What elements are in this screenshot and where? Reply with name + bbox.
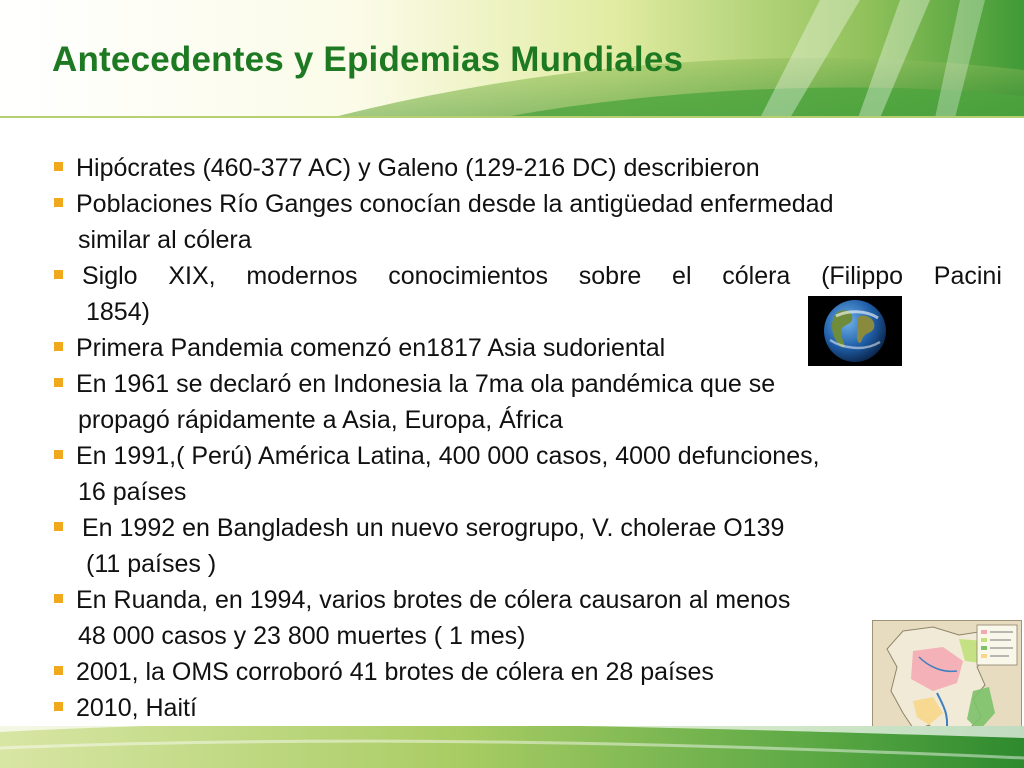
- bullet-text: En 1991,( Perú) América Latina, 400 000 casos, 4000 defunciones,: [76, 442, 820, 470]
- slide-title: Antecedentes y Epidemias Mundiales: [52, 40, 684, 79]
- bullet-text: 2001, la OMS corroboró 41 brotes de cólera en 28 países: [76, 658, 714, 686]
- bullet-text: [82, 258, 1002, 294]
- bullet-text: 2010, Haití: [76, 694, 197, 722]
- bullet-square-icon: [54, 450, 63, 459]
- bullet-square-icon: [54, 342, 63, 351]
- bullet-word: (Filippo: [821, 262, 904, 290]
- bullet-word: Siglo: [82, 262, 138, 290]
- bullet-square-icon: [54, 198, 63, 207]
- bullet-text-continuation: similar al cólera: [78, 226, 252, 254]
- bullet-square-icon: [54, 594, 63, 603]
- bullet-text-continuation: 1854): [86, 298, 150, 326]
- bullet-text: En 1961 se declaró en Indonesia la 7ma ola pandémica que se: [76, 370, 776, 398]
- bullet-item: [52, 654, 1002, 690]
- bullet-item: [52, 510, 1002, 582]
- bullet-text: Hipócrates (460-377 AC) y Galeno (129-216 DC) describieron: [76, 154, 760, 182]
- bullet-text-continuation: propagó rápidamente a Asia, Europa, África: [78, 406, 564, 434]
- bullet-text-continuation: (11 países ): [86, 550, 217, 578]
- bullet-word: el: [672, 262, 692, 290]
- bullet-text: Poblaciones Río Ganges conocían desde la antigüedad enfermedad: [76, 190, 834, 218]
- bullet-square-icon: [54, 666, 63, 675]
- bullet-square-icon: [54, 162, 63, 171]
- bullet-word: cólera: [722, 262, 791, 290]
- footer-decoration: [0, 718, 1024, 768]
- bullet-square-icon: [54, 270, 63, 279]
- bullet-text: En 1992 en Bangladesh un nuevo serogrupo, V. cholerae O139: [82, 514, 785, 542]
- earth-globe-image: [808, 296, 902, 366]
- bullet-word: XIX,: [168, 262, 216, 290]
- bullet-word: modernos: [246, 262, 358, 290]
- bullet-text: En Ruanda, en 1994, varios brotes de cólera causaron al menos: [76, 586, 791, 614]
- globe-icon: [808, 296, 902, 366]
- bullet-text: Primera Pandemia comenzó en1817 Asia sudoriental: [76, 334, 666, 362]
- bullet-word: sobre: [578, 262, 642, 290]
- bullet-square-icon: [54, 522, 63, 531]
- bullet-word: Pacini: [933, 262, 1002, 290]
- bullet-item: [52, 582, 1002, 654]
- bullet-item: [52, 438, 1002, 510]
- bullet-item: [52, 150, 1002, 186]
- bullet-text-continuation: 48 000 casos y 23 800 muertes ( 1 mes): [78, 622, 526, 650]
- bullet-square-icon: [54, 702, 63, 711]
- bullet-item: [52, 366, 1002, 438]
- bullet-square-icon: [54, 378, 63, 387]
- bullet-item: [52, 186, 1002, 258]
- bullet-word: conocimientos: [388, 262, 549, 290]
- bullet-text-continuation: 16 países: [78, 478, 187, 506]
- bullet-list: [52, 150, 1002, 726]
